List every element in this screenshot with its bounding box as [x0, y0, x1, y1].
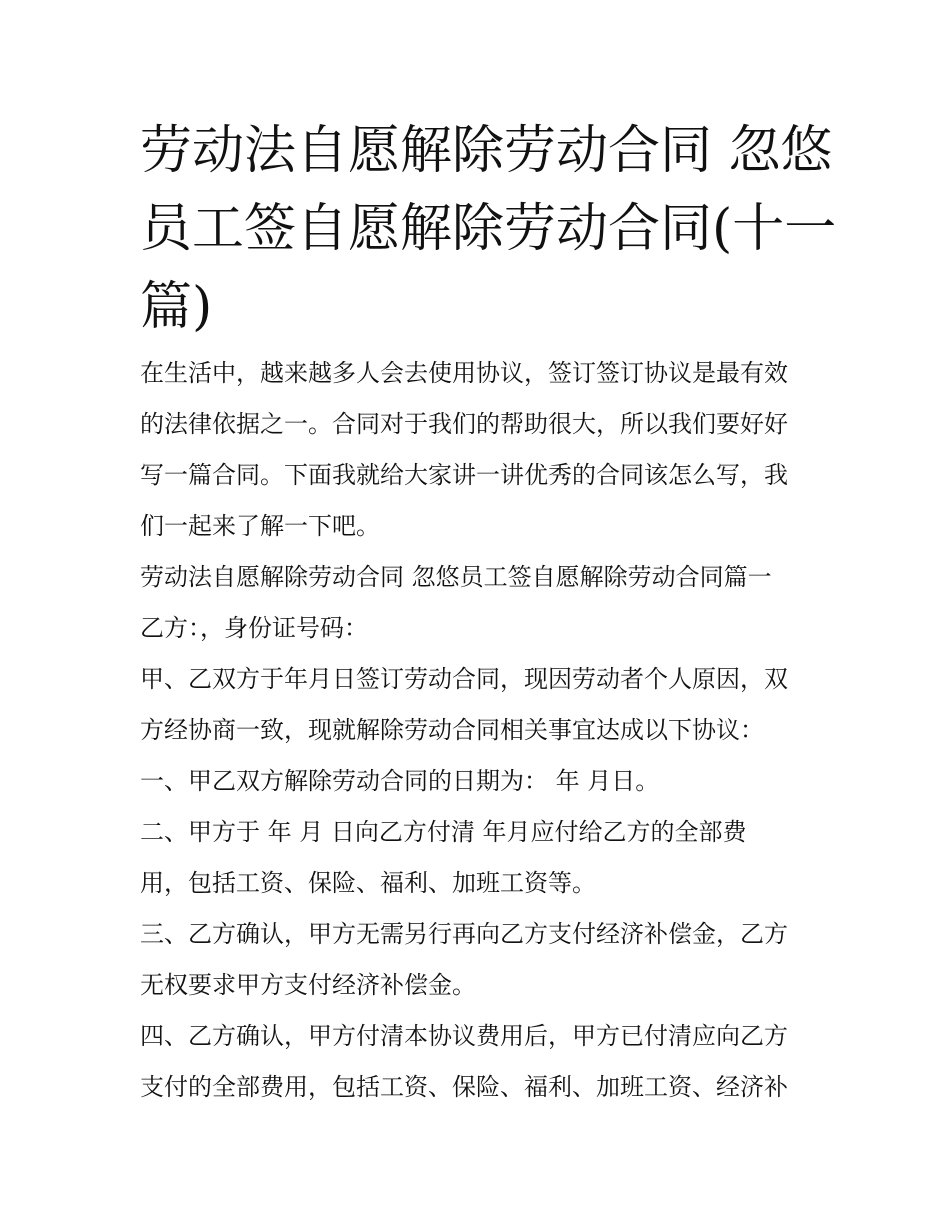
text-line: 甲、乙双方于年月日签订劳动合同，现因劳动者个人原因，双	[140, 665, 788, 693]
agreement-preamble	[140, 654, 820, 756]
text-line: 的法律依据之一。合同对于我们的帮助很大，所以我们要好好	[140, 410, 788, 438]
section-heading	[140, 552, 820, 603]
clause-3	[140, 909, 820, 1011]
title-line: 劳动法自愿解除劳动合同 忽悠	[140, 121, 833, 181]
text-line: 方经协商一致，现就解除劳动合同相关事宜达成以下协议：	[140, 716, 764, 744]
clause-2	[140, 807, 820, 909]
document-title	[140, 112, 837, 346]
document-body	[140, 348, 820, 1113]
text-line: 三、乙方确认，甲方无需另行再向乙方支付经济补偿金，乙方	[140, 920, 788, 948]
text-line: 支付的全部费用，包括工资、保险、福利、加班工资、经济补	[140, 1073, 788, 1101]
title-line: 员工签自愿解除劳动合同(十一	[140, 199, 837, 259]
text-line: 乙方：，身份证号码：	[140, 614, 368, 642]
clause-1	[140, 756, 820, 807]
intro-paragraph	[140, 348, 820, 552]
text-line: 们一起来了解一下吧。	[140, 512, 380, 540]
text-line: 用，包括工资、保险、福利、加班工资等。	[140, 869, 596, 897]
text-line: 一、甲乙双方解除劳动合同的日期为： 年 月日。	[140, 767, 660, 795]
title-line: 篇)	[140, 277, 213, 337]
text-line: 写一篇合同。下面我就给大家讲一讲优秀的合同该怎么写，我	[140, 461, 788, 489]
text-line: 无权要求甲方支付经济补偿金。	[140, 971, 476, 999]
text-line: 在生活中，越来越多人会去使用协议，签订签订协议是最有效	[140, 359, 788, 387]
party-b-line	[140, 603, 820, 654]
clause-4	[140, 1011, 820, 1113]
text-line: 四、乙方确认，甲方付清本协议费用后，甲方已付清应向乙方	[140, 1022, 788, 1050]
text-line: 二、甲方于 年 月 日向乙方付清 年月应付给乙方的全部费	[140, 818, 747, 846]
text-line: 劳动法自愿解除劳动合同 忽悠员工签自愿解除劳动合同篇一	[140, 563, 772, 591]
